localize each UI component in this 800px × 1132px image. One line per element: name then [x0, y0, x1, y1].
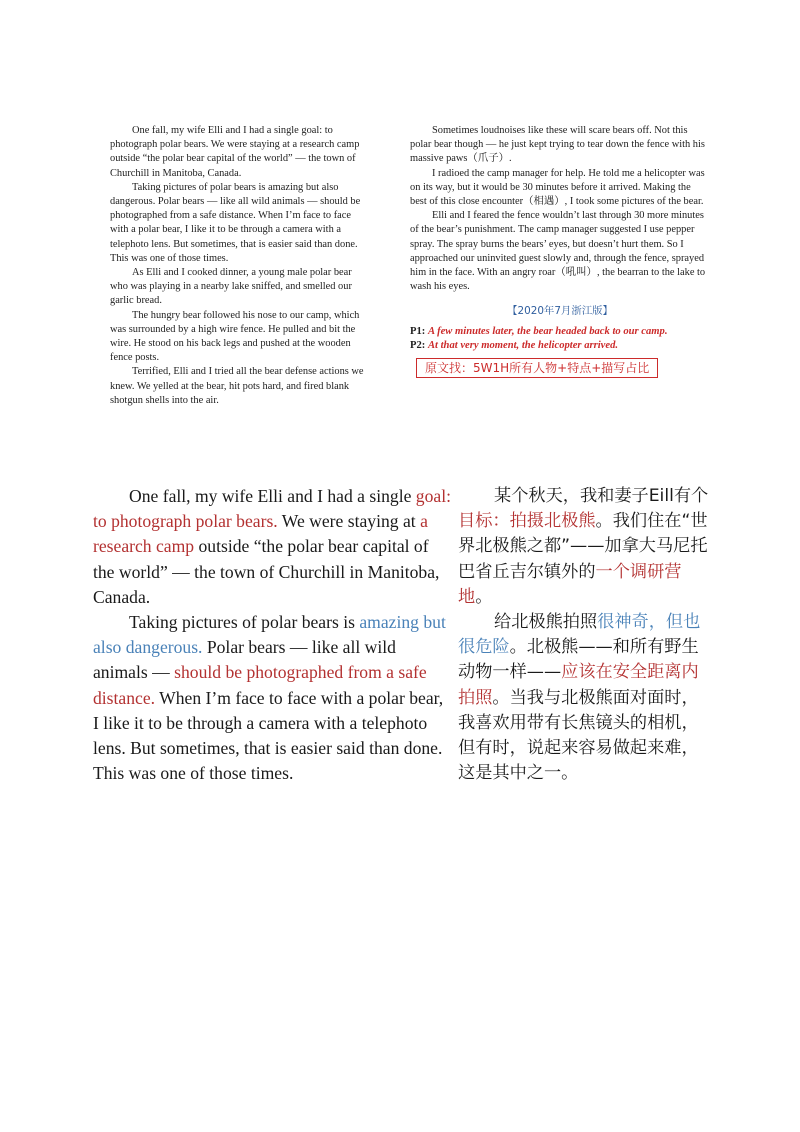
prompt-p2-text: At that very moment, the helicopter arrived.: [427, 340, 619, 352]
zh-p1-text-a: 某个秋天，我和妻子Eill有个: [494, 486, 709, 506]
en-p1-text-a: One fall, my wife Elli and I had a single: [129, 486, 416, 506]
zh-p2-text-a: 给北极熊拍照: [494, 612, 598, 633]
zh-p2-highlight-amazing: 很神奇，但也很危险: [458, 612, 701, 658]
passage-paragraph-7: I radioed the camp manager for help. He told me a helicopter was on its way, but it would be 30 minutes before it arrived. Making the best of this close encounter（相遇）, I took some pictures of the bear.: [410, 167, 705, 208]
passage-left-column: [110, 124, 372, 408]
passage-paragraph-3: As Elli and I cooked dinner, a young male polar bear who was playing in a nearby lake sniffed, and smelled our garlic bread.: [110, 267, 352, 307]
zh-paragraph-2: [458, 610, 710, 786]
en-p1-highlight-camp: a research camp: [93, 511, 428, 557]
en-p1-text-c: outside “the polar bear capital of the world” — the town of Churchill in Manitoba, Canada.: [93, 536, 440, 607]
prompt-p1-label: P1:: [410, 325, 426, 337]
prompt-p1: [410, 325, 710, 340]
prompt-p1-text: A few minutes later, the bear headed back to our camp.: [427, 325, 668, 337]
zh-p1-highlight-goal: 目标：拍摄北极熊: [458, 511, 596, 532]
passage-paragraph-8: Elli and I feared the fence wouldn’t last through 30 more minutes of the bear’s punishment. The camp manager suggested I use pepper spray. The spray burns the bears’ eyes, but doesn’t hurt them. So I approached our uninvited guest slowly and, through the fence, sprayed him in the face. With an angry roar（吼叫）, the bearran to the lake to wash his eyes.: [410, 210, 706, 293]
prompt-p2: [410, 339, 710, 354]
en-p1-highlight-goal: goal: to photograph polar bears.: [93, 486, 451, 532]
zh-p1-highlight-camp: 一个调研营地: [458, 561, 682, 607]
continuation-prompts: [410, 325, 710, 354]
analysis-note-box: 原文找：5W1H所有人物+特点+描写占比: [416, 358, 658, 378]
zh-p2-text-c: 。当我与北极熊面对面时，我喜欢用带有长焦镜头的相机，但有时，说起来容易做起来难，这是其中之一。: [458, 687, 699, 784]
passage-paragraph-4: The hungry bear followed his nose to our camp, which was surrounded by a high wire fence. He pulled and bit the wire. He stood on his back legs and pushed at the wooden fence posts.: [110, 309, 360, 364]
passage-paragraph-1: One fall, my wife Elli and I had a single goal: to photograph polar bears. We were staying at a research camp outside “the polar bear capital of the world” — the town of Churchill in Manitoba, Canada.: [110, 125, 360, 179]
zh-paragraph-1: [458, 484, 710, 610]
exam-source-label: 【2020年7月浙江版】: [507, 305, 613, 318]
scanned-reading-passage: [110, 124, 710, 454]
prompt-p2-label: P2:: [410, 340, 426, 352]
en-p2-text-a: Taking pictures of polar bears is: [129, 612, 360, 633]
en-paragraph-2: [93, 610, 453, 786]
zh-p1-text-c: 。: [475, 586, 493, 607]
en-paragraph-1: [93, 484, 453, 610]
en-p2-highlight-distance: should be photographed from a safe distance.: [93, 662, 427, 708]
zh-p1-text-b: 。我们住在“世界北极熊之都”——加拿大马尼托巴省丘吉尔镇外的: [458, 511, 708, 582]
en-p2-text-b: Polar bears — like all wild animals —: [93, 637, 396, 683]
en-p2-highlight-amazing: amazing but also dangerous.: [93, 612, 446, 658]
annotated-english-text: [93, 484, 453, 786]
zh-p2-text-b: 。北极熊——和所有野生动物一样——: [458, 637, 699, 683]
en-p2-text-c: When I’m face to face with a polar bear, I like it to be through a camera with a telephoto lens. But sometimes, that is easier said than done. This was one of those times.: [93, 687, 444, 784]
passage-right-column: [410, 124, 710, 378]
zh-p2-highlight-distance: 应该在安全距离内拍照: [458, 662, 699, 708]
passage-paragraph-6: Sometimes loudnoises like these will scare bears off. Not this polar bear though — he just kept trying to tear down the fence with his massive paws（爪子）.: [410, 125, 705, 165]
en-p1-text-b: We were staying at: [277, 511, 421, 532]
passage-paragraph-2: Taking pictures of polar bears is amazing but also dangerous. Polar bears — like all wild animals — should be photographed from a safe distance. When I’m face to face with a polar bear, I like it to be through a camera with a telephoto lens. But sometimes, that is easier said than done. This was one of those times.: [110, 181, 361, 264]
passage-paragraph-5: Terrified, Elli and I tried all the bear defense actions we knew. We yelled at the bear, hit pots hard, and fired blank shotgun shells into the air.: [110, 366, 364, 406]
annotated-chinese-translation: [458, 484, 710, 786]
